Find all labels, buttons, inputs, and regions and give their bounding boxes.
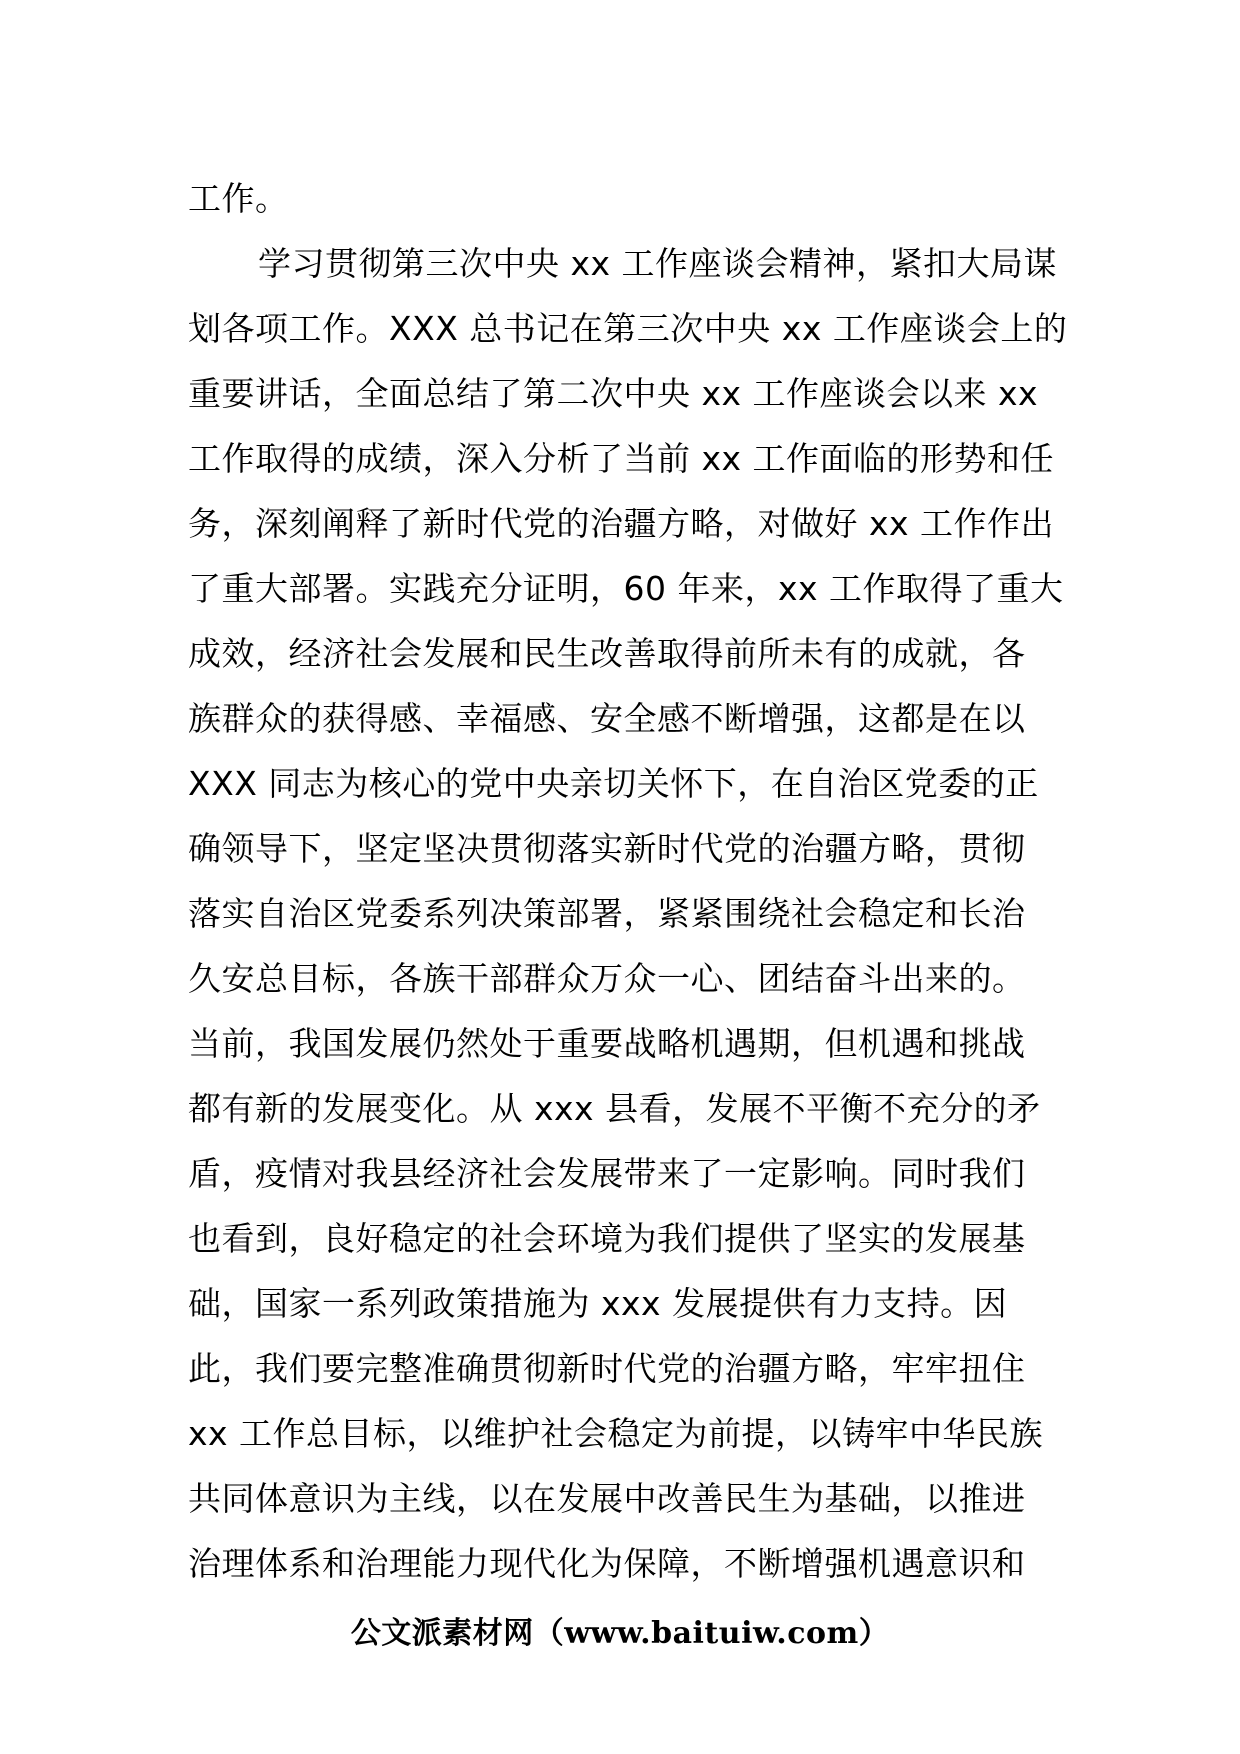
document-body (188, 166, 1068, 1596)
text-line: 久安总目标，各族干部群众万众一心、团结奋斗出来的。 (188, 959, 1026, 998)
text-line: 重要讲话，全面总结了第二次中央 xx 工作座谈会以来 xx (188, 374, 1039, 413)
page-footer-source: 公文派素材网（www.baituiw.com） (350, 1616, 890, 1651)
text-line: 成效，经济社会发展和民生改善取得前所未有的成就，各 (188, 634, 1026, 673)
text-line: 确领导下，坚定坚决贯彻落实新时代党的治疆方略，贯彻 (188, 829, 1026, 868)
text-line: 务，深刻阐释了新时代党的治疆方略，对做好 xx 工作作出 (188, 504, 1055, 543)
text-line: 当前，我国发展仍然处于重要战略机遇期，但机遇和挑战 (188, 1024, 1026, 1063)
text-line: XXX 同志为核心的党中央亲切关怀下，在自治区党委的正 (188, 764, 1039, 803)
text-line: 也看到，良好稳定的社会环境为我们提供了坚实的发展基 (188, 1219, 1026, 1258)
text-line: 治理体系和治理能力现代化为保障，不断增强机遇意识和 (188, 1544, 1026, 1583)
text-line: 划各项工作。XXX 总书记在第三次中央 xx 工作座谈会上的 (188, 309, 1068, 348)
paragraph-start-line: 学习贯彻第三次中央 xx 工作座谈会精神，紧扣大局谋 (258, 244, 1058, 283)
text-line: 工作取得的成绩，深入分析了当前 xx 工作面临的形势和任 (188, 439, 1055, 478)
text-line: 落实自治区党委系列决策部署，紧紧围绕社会稳定和长治 (188, 894, 1026, 933)
text-line: 工作。 (188, 179, 289, 218)
text-line: 盾，疫情对我县经济社会发展带来了一定影响。同时我们 (188, 1154, 1026, 1193)
text-line: xx 工作总目标，以维护社会稳定为前提，以铸牢中华民族 (188, 1414, 1044, 1453)
text-line: 都有新的发展变化。从 xxx 县看，发展不平衡不充分的矛 (188, 1089, 1041, 1128)
text-line: 共同体意识为主线，以在发展中改善民生为基础，以推进 (188, 1479, 1026, 1518)
text-line: 础，国家一系列政策措施为 xxx 发展提供有力支持。因 (188, 1284, 1008, 1323)
text-line: 族群众的获得感、幸福感、安全感不断增强，这都是在以 (188, 699, 1026, 738)
text-line: 了重大部署。实践充分证明，60 年来，xx 工作取得了重大 (188, 569, 1064, 608)
text-line: 此，我们要完整准确贯彻新时代党的治疆方略，牢牢扭住 (188, 1349, 1026, 1388)
